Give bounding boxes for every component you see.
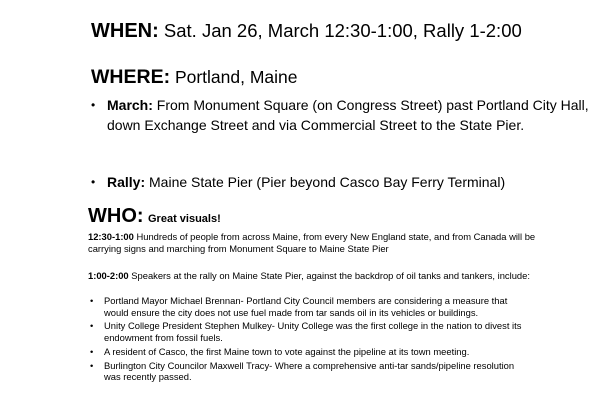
when-line <box>91 19 522 43</box>
bullet-dot: • <box>90 345 94 357</box>
who-line <box>88 203 221 232</box>
speaker-text: Unity College President Stephen Mulkey- Unity College was the first college in the nation to divest its endowment from fossil fuels. <box>104 320 522 343</box>
bullet-dot: • <box>91 98 96 112</box>
who-label: WHO: <box>88 205 144 227</box>
speaker-text: Burlington City Councilor Maxwell Tracy- Where a comprehensive anti-tar sands/pipeline resolution was recently passed. <box>104 359 515 383</box>
bullet-dot: • <box>90 320 94 332</box>
rally-text: Maine State Pier (Pier beyond Casco Bay Ferry Terminal) <box>149 174 506 190</box>
list-item <box>88 346 533 358</box>
when-label: WHEN: <box>91 20 159 42</box>
rally-description <box>88 270 540 282</box>
speaker-text: A resident of Casco, the first Maine town to vote against the pipeline at its town meeting. <box>104 345 470 357</box>
speaker-list <box>88 295 533 385</box>
rally-description-text: Speakers at the rally on Maine State Pier, against the backdrop of oil tanks and tankers, include: <box>131 270 530 281</box>
rally-bullet <box>91 173 591 193</box>
list-item <box>88 360 533 383</box>
march-label: March: <box>107 97 153 113</box>
march-description <box>88 231 540 255</box>
rally-time: 1:00-2:00 <box>88 270 129 281</box>
who-subtitle: Great visuals! <box>148 213 221 225</box>
march-text: From Monument Square (on Congress Street) past Portland City Hall, down Exchange Street and via Commercial Street to the State Pier. <box>107 97 589 133</box>
where-label: WHERE: <box>91 66 171 88</box>
bullet-dot: • <box>90 295 94 306</box>
march-description-text: Hundreds of people from across Maine, from every New England state, and from Canada will be carrying signs and marching from Monument Square to Maine State Pier <box>88 231 536 254</box>
where-line <box>91 65 298 89</box>
rally-label: Rally: <box>107 174 146 190</box>
when-text: Sat. Jan 26, March 12:30-1:00, Rally 1-2:00 <box>163 20 522 41</box>
bullet-dot: • <box>91 175 96 189</box>
where-text: Portland, Maine <box>174 67 298 87</box>
march-time: 12:30-1:00 <box>88 231 134 242</box>
speaker-text: Portland Mayor Michael Brennan- Portland City Council members are considering a measure that would ensure the city does not use fuel made from tar sands oil in its vehicles or buildings. <box>104 295 508 318</box>
list-item <box>88 295 533 318</box>
march-bullet <box>91 96 591 135</box>
list-item <box>88 320 533 343</box>
bullet-dot: • <box>90 359 94 371</box>
